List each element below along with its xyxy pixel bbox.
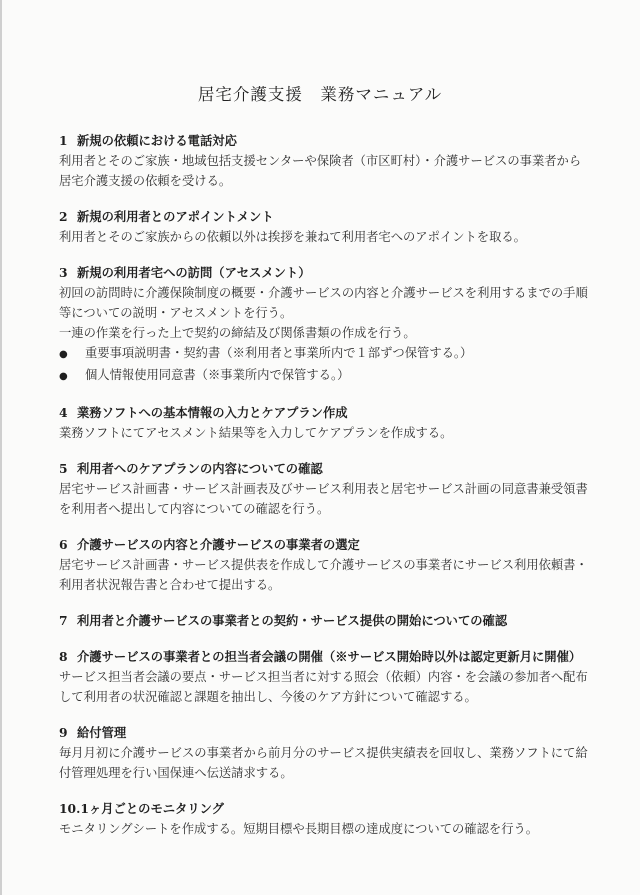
section-text: 居宅サービス計画書・サービス提供表を作成して介護サービスの事業者にサービス利用依頼書・ [59, 558, 588, 572]
page-edge [0, 0, 2, 895]
section-number: 2 [59, 209, 68, 224]
section-heading [59, 263, 619, 283]
section-title: 利用者へのケアプランの内容についての確認 [77, 461, 323, 476]
section-5 [59, 459, 619, 519]
section-heading [59, 723, 619, 743]
section-text: 毎月月初に介護サービスの事業者から前月分のサービス提供実績表を回収し、業務ソフトにて給 [59, 746, 588, 760]
manual-content [59, 131, 619, 839]
list-item-text: 個人情報使用同意書（※事業所内で保管する。） [85, 368, 350, 382]
section-heading [59, 403, 619, 423]
section-heading [59, 611, 619, 631]
section-text: 利用者とそのご家族・地域包括支援センターや保険者（市区町村）・介護サービスの事業者から [59, 154, 582, 168]
section-number: 7 [59, 613, 68, 628]
section-title: 1ヶ月ごとのモニタリング [80, 801, 224, 816]
section-title: 業務ソフトへの基本情報の入力とケアプラン作成 [77, 405, 348, 420]
section-text: サービス担当者会議の要点・サービス担当者に対する照会（依頼）内容・を会議の参加者へ配布 [59, 670, 588, 684]
section-text: 初回の訪問時に介護保険制度の概要・介護サービスの内容と介護サービスを利用するまでの手順 [59, 286, 588, 300]
section-number: 10. [59, 801, 81, 816]
list-item [59, 365, 619, 387]
section-number: 1 [59, 133, 68, 148]
bullet-icon: ● [59, 349, 68, 360]
section-number: 8 [59, 649, 68, 664]
document-title: 居宅介護支援 業務マニュアル [197, 85, 443, 104]
list-item [59, 343, 619, 365]
section-8 [59, 647, 619, 707]
section-6 [59, 535, 619, 595]
section-title: 新規の依頼における電話対応 [77, 133, 237, 148]
section-title: 新規の利用者とのアポイントメント [77, 209, 274, 224]
section-heading [59, 535, 619, 555]
section-heading [59, 459, 619, 479]
section-text: 業務ソフトにてアセスメント結果等を入力してケアプランを作成する。 [59, 426, 453, 440]
section-number: 9 [59, 725, 68, 740]
section-title: 利用者と介護サービスの事業者との契約・サービス提供の開始についての確認 [77, 613, 508, 628]
section-text: 付管理処理を行い国保連へ伝送請求する。 [59, 766, 293, 780]
section-title: 介護サービスの内容と介護サービスの事業者の選定 [77, 537, 360, 552]
section-heading [59, 207, 619, 227]
section-text: 等についての説明・アセスメントを行う。 [59, 306, 293, 320]
section-text: 利用者状況報告書と合わせて提出する。 [59, 578, 281, 592]
section-7 [59, 611, 619, 631]
section-number: 6 [59, 537, 68, 552]
section-number: 5 [59, 461, 68, 476]
bullet-icon: ● [59, 371, 68, 382]
section-text: 利用者とそのご家族からの依頼以外は挨拶を兼ねて利用者宅へのアポイントを取る。 [59, 230, 526, 244]
section-1 [59, 131, 619, 191]
section-text: 一連の作業を行った上で契約の締結及び関係書類の作成を行う。 [59, 326, 416, 340]
section-number: 4 [59, 405, 68, 420]
section-heading [59, 131, 619, 151]
list-item-text: 重要事項説明書・契約書（※利用者と事業所内で１部ずつ保管する。） [85, 346, 473, 360]
section-3 [59, 263, 619, 387]
section-text: して利用者の状況確認と課題を抽出し、今後のケア方針について確認する。 [59, 690, 477, 704]
section-4 [59, 403, 619, 443]
section-title: 新規の利用者宅への訪問（アセスメント） [77, 265, 311, 280]
section-heading [59, 647, 619, 667]
section-10 [59, 799, 619, 839]
section-text: モニタリングシートを作成する。短期目標や長期目標の達成度についての確認を行う。 [59, 822, 539, 836]
section-2 [59, 207, 619, 247]
section-heading [59, 799, 619, 819]
section-text: 居宅介護支援の依頼を受ける。 [59, 174, 232, 188]
section-title: 介護サービスの事業者との担当者会議の開催（※サービス開始時以外は認定更新月に開催） [77, 649, 582, 664]
section-number: 3 [59, 265, 68, 280]
section-text: 居宅サービス計画書・サービス計画表及びサービス利用表と居宅サービス計画の同意書兼受領書 [59, 482, 588, 496]
section-text: を利用者へ提出して内容についての確認を行う。 [59, 502, 330, 516]
section-9 [59, 723, 619, 783]
section-title: 給付管理 [77, 725, 127, 740]
